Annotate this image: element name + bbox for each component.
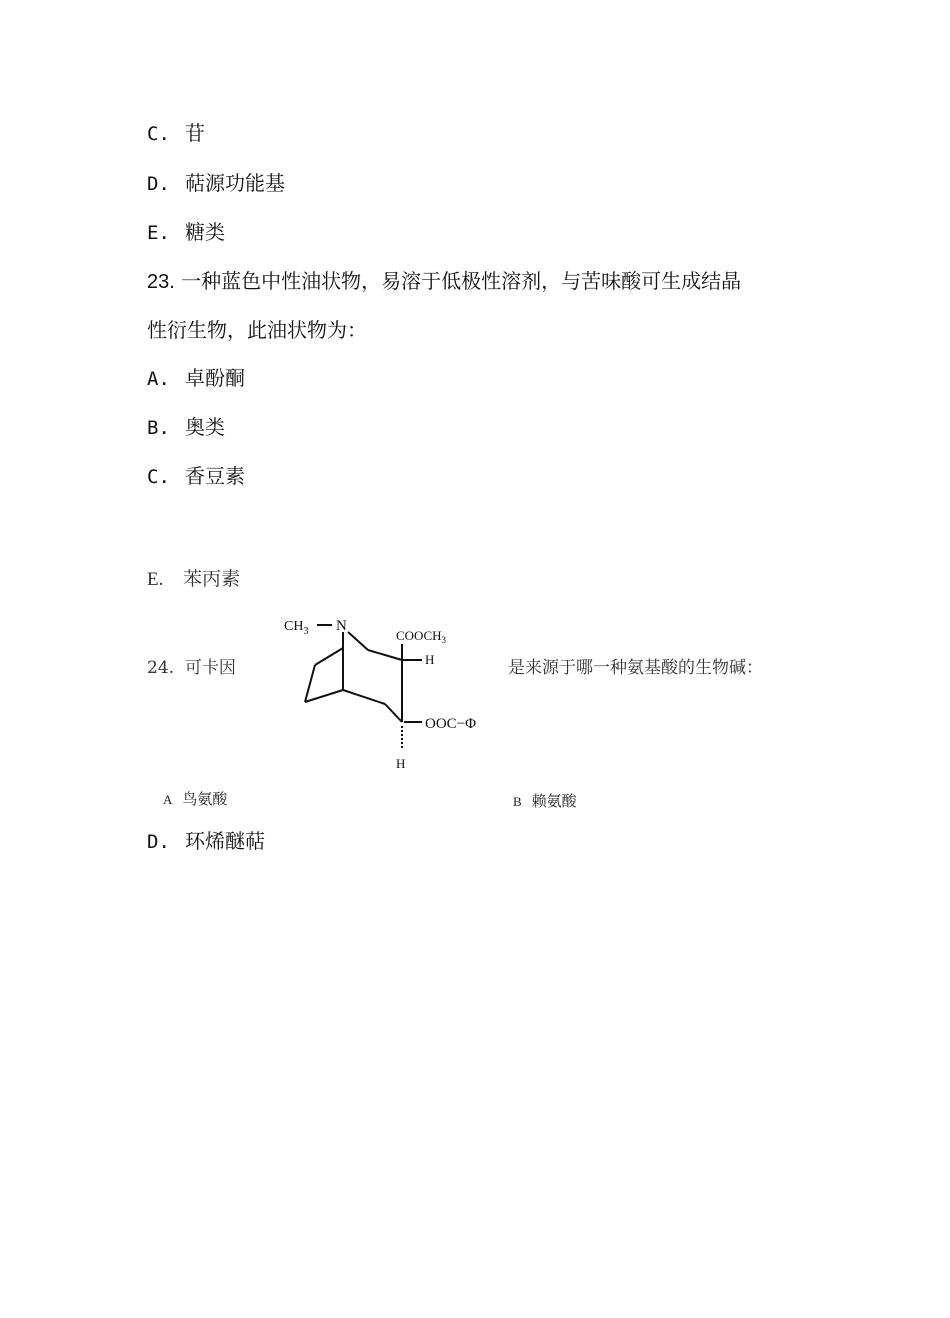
q23-option-a: [147, 365, 245, 392]
q24-option-b: [513, 790, 577, 811]
option-letter: C.: [147, 466, 170, 488]
label-ch3: $CH_3$: [284, 619, 309, 637]
option-letter: A: [163, 792, 173, 807]
question-text: 可卡因: [184, 658, 236, 678]
option-letter: A.: [147, 368, 170, 390]
option-text: 香豆素: [185, 464, 245, 488]
question-number: 24.: [147, 658, 175, 678]
option-letter: E.: [147, 569, 164, 590]
option-text: 卓酚酮: [185, 366, 245, 390]
option-text: 鸟氨酸: [182, 790, 228, 808]
label-cooch3: $COOCH_3$: [396, 628, 447, 645]
option-text: 糖类: [185, 220, 225, 244]
question-text: 性衍生物，此油状物为：: [147, 318, 367, 342]
option-letter: E.: [147, 222, 170, 244]
bond-ring-2: [305, 665, 315, 702]
bond-ring-4: [368, 650, 402, 660]
q23-stem-line2: [147, 317, 367, 343]
bond-n-c1: [348, 632, 368, 650]
option-text: 奥类: [185, 415, 225, 439]
bond-ring-6: [385, 704, 402, 722]
label-h-bottom: H: [396, 756, 406, 771]
option-text: 苯丙素: [183, 568, 241, 590]
q23-option-c: [147, 463, 245, 490]
option-letter: B: [513, 794, 522, 809]
q22-option-c: [147, 120, 205, 147]
bond-ring-1: [315, 648, 343, 665]
q22-option-d: [147, 170, 285, 197]
option-letter: D.: [147, 173, 170, 195]
bond-ring-3: [305, 690, 343, 702]
option-text: 苷: [185, 121, 205, 145]
q23-option-e: [147, 566, 240, 593]
q22-option-e: [147, 219, 225, 246]
option-text: 环烯醚萜: [185, 829, 265, 853]
question-number: 23.: [147, 271, 175, 293]
q24-option-d: [147, 828, 265, 855]
label-n: N: [336, 618, 347, 634]
label-ooc-phi: OOC−Φ: [425, 716, 477, 732]
option-text: 赖氨酸: [531, 792, 577, 810]
label-h-top: H: [425, 652, 435, 667]
cocaine-structure-diagram: [280, 610, 510, 775]
option-letter: B.: [147, 417, 170, 439]
question-text: 是来源于哪一种氨基酸的生物碱：: [508, 658, 763, 678]
q23-stem-line1: [147, 268, 741, 295]
q23-option-b: [147, 414, 225, 441]
bond-ring-7: [343, 690, 385, 704]
option-text: 萜源功能基: [185, 171, 285, 195]
q24-stem-after: [508, 655, 763, 681]
option-letter: D.: [147, 831, 170, 853]
option-letter: C.: [147, 123, 170, 145]
q24-option-a: [163, 788, 227, 809]
question-text: 一种蓝色中性油状物，易溶于低极性溶剂，与苦味酸可生成结晶: [181, 269, 742, 293]
q24-stem-before: [147, 655, 236, 681]
